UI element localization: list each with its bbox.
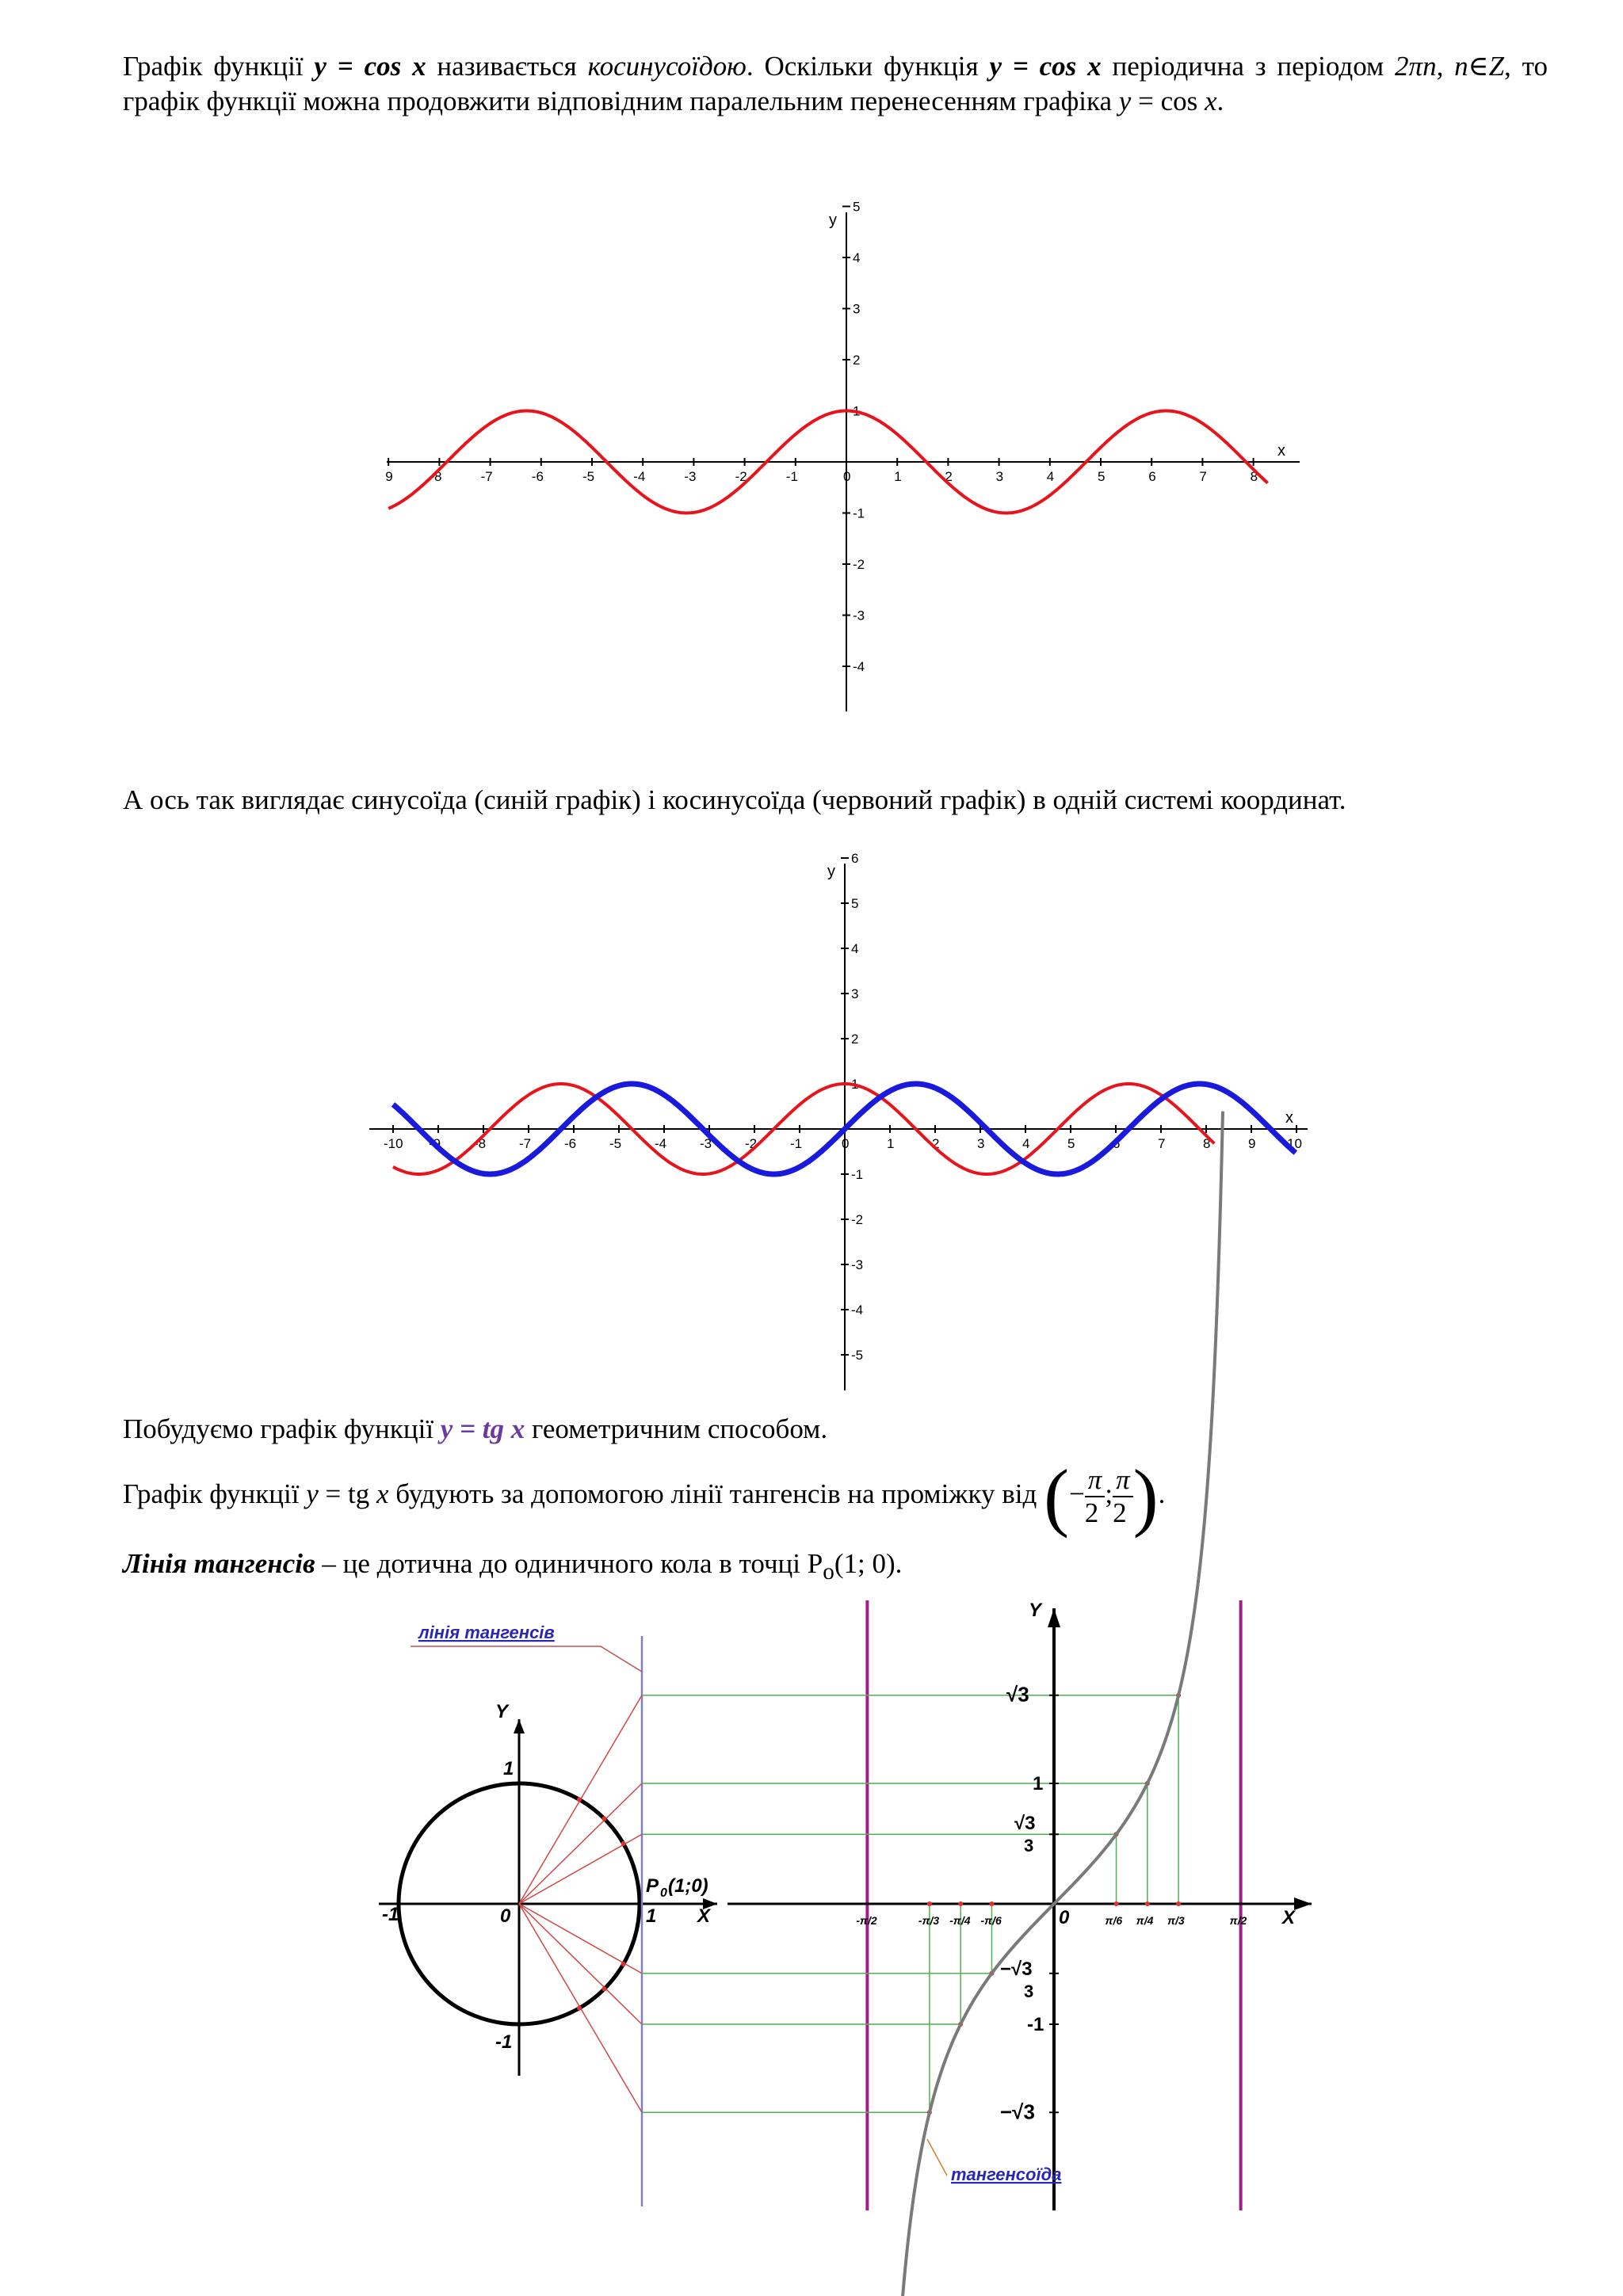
text: Графік функції xyxy=(123,1478,307,1509)
x-tick-point xyxy=(1176,1901,1181,1906)
x-tick-label: 1 xyxy=(894,469,902,484)
x-tick-point xyxy=(1114,1901,1119,1906)
x-tick-label: -1 xyxy=(790,1136,803,1151)
text: = cos xyxy=(1131,86,1205,116)
circle-label-minus1: -1 xyxy=(495,2031,513,2053)
y-tick-label: -1 xyxy=(851,1167,864,1182)
text: геометричним способом. xyxy=(525,1413,828,1444)
x-tick-label: -5 xyxy=(609,1136,622,1151)
circle-y-arrow xyxy=(514,1719,525,1733)
text: = tg xyxy=(318,1478,376,1509)
text: . Оскільки функція xyxy=(746,51,990,82)
formula-y-cos-x: y = cos x xyxy=(989,51,1102,82)
x-tick-label: 9 xyxy=(385,469,393,484)
x-tick-label: 2 xyxy=(932,1136,940,1151)
term-line-of-tangents: Лінія тангенсів xyxy=(123,1548,315,1579)
paren-left: ( xyxy=(1044,1453,1070,1539)
x-tick-label: 3 xyxy=(977,1136,985,1151)
graph-x-label: X xyxy=(1282,1907,1296,1928)
y-tick-label: -3 xyxy=(851,1257,864,1272)
x-tick-label: -π/3 xyxy=(918,1914,940,1927)
y-label-sqrt3: √3 xyxy=(1006,1682,1029,1707)
text: Графік функції xyxy=(123,51,315,82)
graph-zero: 0 xyxy=(1059,1907,1070,1928)
denominator: 2 xyxy=(1113,1497,1127,1528)
y-tick-label: -2 xyxy=(853,557,865,572)
y-label-minus1: -1 xyxy=(1027,2014,1044,2035)
y-tick-label: -5 xyxy=(851,1348,864,1363)
numerator: π xyxy=(1113,1464,1133,1497)
y-tick-label: 4 xyxy=(851,941,859,956)
text: А ось так виглядає синусоїда (синій графік) і косинусоїда (червоний графік) в одній системі координат. xyxy=(123,784,1346,815)
denominator: 2 xyxy=(1084,1497,1099,1528)
y-tick-label: 3 xyxy=(851,986,859,1001)
subscript: o xyxy=(823,1559,834,1585)
x-tick-label: -2 xyxy=(735,469,747,484)
var-y: y xyxy=(1118,86,1132,116)
minus-sign: − xyxy=(1069,1478,1085,1509)
text: називається xyxy=(426,51,588,82)
y-tick-label: -4 xyxy=(851,1302,864,1318)
x-tick-label: 4 xyxy=(1022,1136,1030,1151)
x-tick-label: -4 xyxy=(633,469,646,484)
x-tick-label: -6 xyxy=(564,1136,577,1151)
x-axis-label: x xyxy=(1277,442,1285,460)
x-tick-label: -3 xyxy=(684,469,697,484)
x-tick-label: -2 xyxy=(745,1136,758,1151)
p0-coords: (1;0) xyxy=(668,1875,708,1897)
x-tick-label: -4 xyxy=(655,1136,667,1151)
x-tick-label: -8 xyxy=(430,469,442,484)
x-tick-label: 9 xyxy=(1248,1136,1256,1151)
text: . xyxy=(1216,86,1224,116)
x-tick-label: -π/2 xyxy=(856,1914,877,1927)
text: , то графік функції можна продовжити відповідним паралельним перенесенням графіка xyxy=(123,51,1548,116)
circle-x-label: X xyxy=(697,1905,711,1927)
tangensoid-pointer xyxy=(927,2139,947,2176)
x-tick-point xyxy=(1145,1901,1150,1906)
semicolon: ; xyxy=(1105,1478,1113,1509)
text: . xyxy=(1158,1478,1166,1509)
x-tick-label: -7 xyxy=(519,1136,532,1151)
y-tick-label: -2 xyxy=(851,1212,864,1227)
y-tick-label: 5 xyxy=(851,896,859,911)
x-tick-label: π/3 xyxy=(1167,1914,1185,1927)
var-x: x xyxy=(1204,86,1217,116)
x-tick-label: 3 xyxy=(995,469,1004,484)
circle-label-0: 0 xyxy=(500,1905,511,1927)
y-tick-label: 4 xyxy=(853,250,861,265)
x-tick-label: -10 xyxy=(384,1136,403,1151)
x-tick-point xyxy=(958,1901,963,1906)
circle-point xyxy=(601,1817,606,1821)
circle-point xyxy=(621,1841,626,1846)
x-tick-point xyxy=(927,1901,932,1906)
circle-label-1-right: 1 xyxy=(646,1905,657,1927)
label-pointer xyxy=(411,1646,642,1672)
y-axis-label: y xyxy=(829,212,837,229)
y-label-msqrt3: −√3 xyxy=(1000,2100,1035,2124)
text: – це дотична до одиничного кола в точці P xyxy=(315,1548,823,1579)
x-tick-label: -7 xyxy=(480,469,493,484)
x-axis-label: x xyxy=(1285,1109,1293,1127)
y-label-1: 1 xyxy=(1033,1773,1044,1794)
circle-point xyxy=(601,1986,606,1991)
y-tick-label: 2 xyxy=(853,353,861,368)
y-tick-label: 3 xyxy=(853,301,861,317)
x-tick-label: -3 xyxy=(700,1136,712,1151)
x-tick-label: 7 xyxy=(1199,469,1207,484)
x-tick-label: 7 xyxy=(1158,1136,1166,1151)
y-label-sqrt3-3: √3 xyxy=(1014,1813,1036,1835)
x-tick-label: 8 xyxy=(1250,469,1258,484)
circle-point xyxy=(621,1962,626,1966)
formula-period: 2πn, n∈Z xyxy=(1395,51,1505,82)
text: періодична з періодом xyxy=(1101,51,1396,82)
x-tick-label: 4 xyxy=(1046,469,1055,484)
p0-label: P xyxy=(646,1875,659,1897)
circle-point xyxy=(577,2006,582,2011)
x-tick-label: -π/6 xyxy=(980,1914,1002,1927)
y-label-msqrt3-3-den: 3 xyxy=(1024,1981,1034,2001)
paren-right: ) xyxy=(1132,1453,1159,1539)
x-tick-label: 0 xyxy=(842,1136,850,1151)
y-label-msqrt3-3: −√3 xyxy=(1000,1958,1033,1980)
label-line-of-tangents: лінія тангенсів xyxy=(418,1623,555,1642)
x-tick-label: -1 xyxy=(785,469,798,484)
x-tick-label: 8 xyxy=(1203,1136,1211,1151)
x-tick-label: π/2 xyxy=(1229,1914,1247,1927)
y-tick-label: -1 xyxy=(853,505,865,521)
y-tick-label: 5 xyxy=(853,199,861,215)
x-tick-label: -5 xyxy=(582,469,595,484)
x-tick-label: 5 xyxy=(1098,469,1106,484)
graph-y-label: Y xyxy=(1029,1600,1042,1621)
circle-y-label: Y xyxy=(495,1701,509,1722)
x-tick-label: 2 xyxy=(945,469,953,484)
x-tick-label: π/6 xyxy=(1105,1914,1123,1927)
x-tick-label: -8 xyxy=(474,1136,487,1151)
label-tangensoid: тангенсоїда xyxy=(951,2164,1062,2184)
y-tick-label: 6 xyxy=(851,851,859,866)
circle-label-1: 1 xyxy=(503,1758,514,1779)
var-x: x xyxy=(376,1478,389,1509)
var-y: y xyxy=(306,1478,319,1509)
graph-y-arrow xyxy=(1048,1608,1060,1627)
formula-y-cos-x: y = cos x xyxy=(314,51,426,82)
y-tick-label: 1 xyxy=(853,403,861,419)
circle-label-minus1-left: -1 xyxy=(382,1904,399,1925)
text: (1; 0). xyxy=(834,1548,903,1579)
y-label-sqrt3-3-den: 3 xyxy=(1024,1836,1034,1856)
x-tick-label: 6 xyxy=(1148,469,1156,484)
y-tick-label: 1 xyxy=(851,1077,859,1092)
y-axis-label: y xyxy=(827,863,835,880)
x-tick-label: 1 xyxy=(887,1136,895,1151)
x-tick-label: 6 xyxy=(1113,1136,1121,1151)
x-tick-label: -9 xyxy=(429,1136,441,1151)
x-tick-label: 5 xyxy=(1067,1136,1075,1151)
x-tick-label: 10 xyxy=(1287,1136,1302,1151)
y-tick-label: -3 xyxy=(853,608,865,624)
x-tick-label: -6 xyxy=(531,469,544,484)
y-tick-label: 2 xyxy=(851,1032,859,1047)
text: Побудуємо графік функції xyxy=(123,1413,441,1444)
circle-point xyxy=(577,1797,582,1802)
x-tick-label: 0 xyxy=(843,469,851,484)
x-tick-point xyxy=(989,1901,994,1906)
graph-x-arrow xyxy=(1294,1897,1312,1910)
numerator: π xyxy=(1085,1464,1106,1497)
formula-y-tg-x: y = tg x xyxy=(440,1413,525,1444)
x-tick-label: π/4 xyxy=(1136,1914,1154,1927)
y-tick-label: -4 xyxy=(853,659,865,674)
text: будують за допомогою лінії тангенсів на проміжку від xyxy=(388,1478,1044,1509)
term-cosinusoid: косинусоїдою xyxy=(587,51,747,82)
x-tick-label: -π/4 xyxy=(949,1914,971,1927)
p0-subscript: 0 xyxy=(660,1886,667,1900)
